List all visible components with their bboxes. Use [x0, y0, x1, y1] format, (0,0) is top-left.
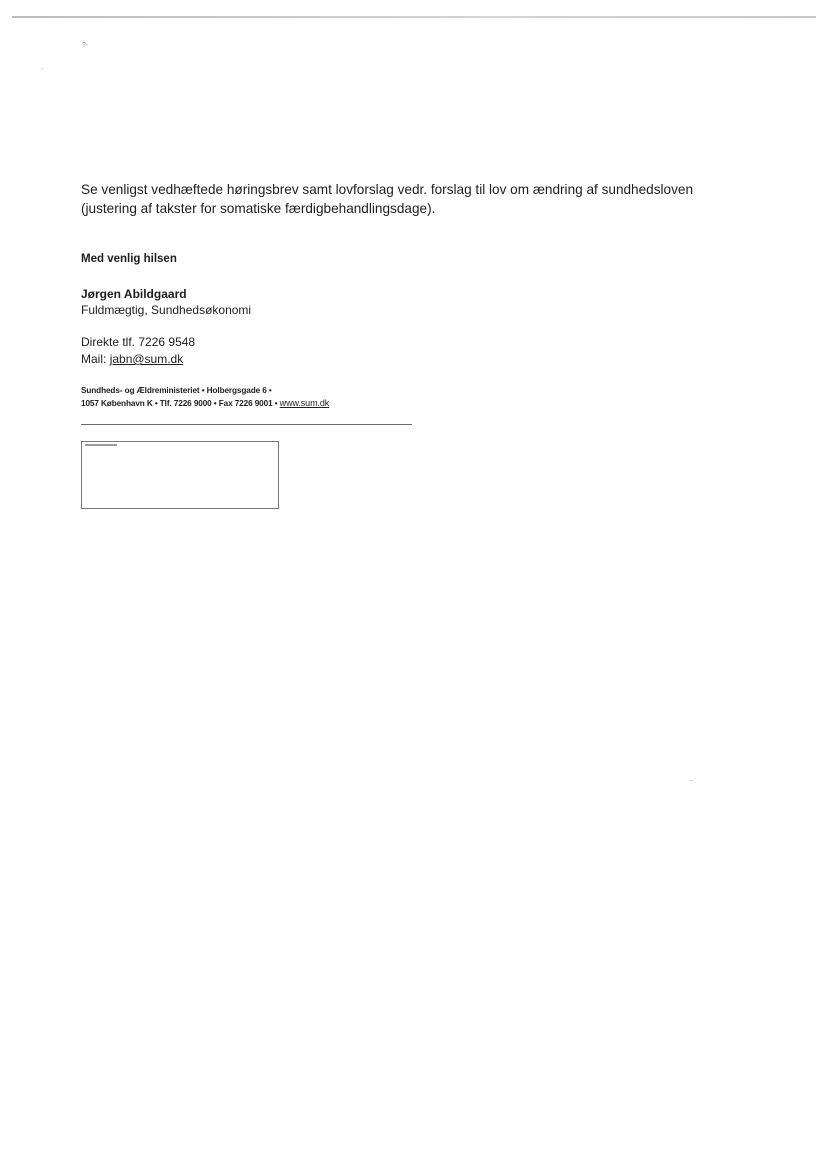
- website-link[interactable]: www.sum.dk: [279, 398, 330, 408]
- phone-line: [81, 335, 195, 349]
- scan-top-edge: [12, 16, 816, 18]
- mail-label: Mail:: [81, 352, 107, 366]
- footer-contact-text: 1057 København K • Tlf. 7226 9000 • Fax 7226 9001 •: [81, 399, 278, 408]
- mail-line: [81, 352, 183, 366]
- scan-speck: ?-: [82, 42, 89, 49]
- message-body: Se venligst vedhæftede høringsbrev samt lovforslag vedr. forslag til lov om ændring af sundhedsloven (justering af takster for somatiske færdigbehandlingsdage).: [81, 182, 694, 216]
- scan-speck: [689, 780, 693, 781]
- scan-speck: -: [41, 66, 43, 72]
- signer-name: Jørgen Abildgaard: [81, 287, 187, 301]
- phone-number: 7226 9548: [138, 335, 196, 349]
- footer-divider: [81, 424, 412, 425]
- closing-greeting: Med venlig hilsen: [81, 253, 177, 265]
- phone-label: Direkte tlf.: [81, 335, 136, 349]
- image-placeholder-box: [81, 441, 279, 509]
- placeholder-caption-mark: [85, 444, 117, 446]
- footer-contact-line: [81, 398, 329, 408]
- footer-ministry-address: Sundheds- og Ældreministeriet • Holbergsgade 6 •: [81, 386, 272, 395]
- email-link[interactable]: jabn@sum.dk: [109, 352, 184, 366]
- signer-title: Fuldmægtig, Sundhedsøkonomi: [81, 303, 252, 317]
